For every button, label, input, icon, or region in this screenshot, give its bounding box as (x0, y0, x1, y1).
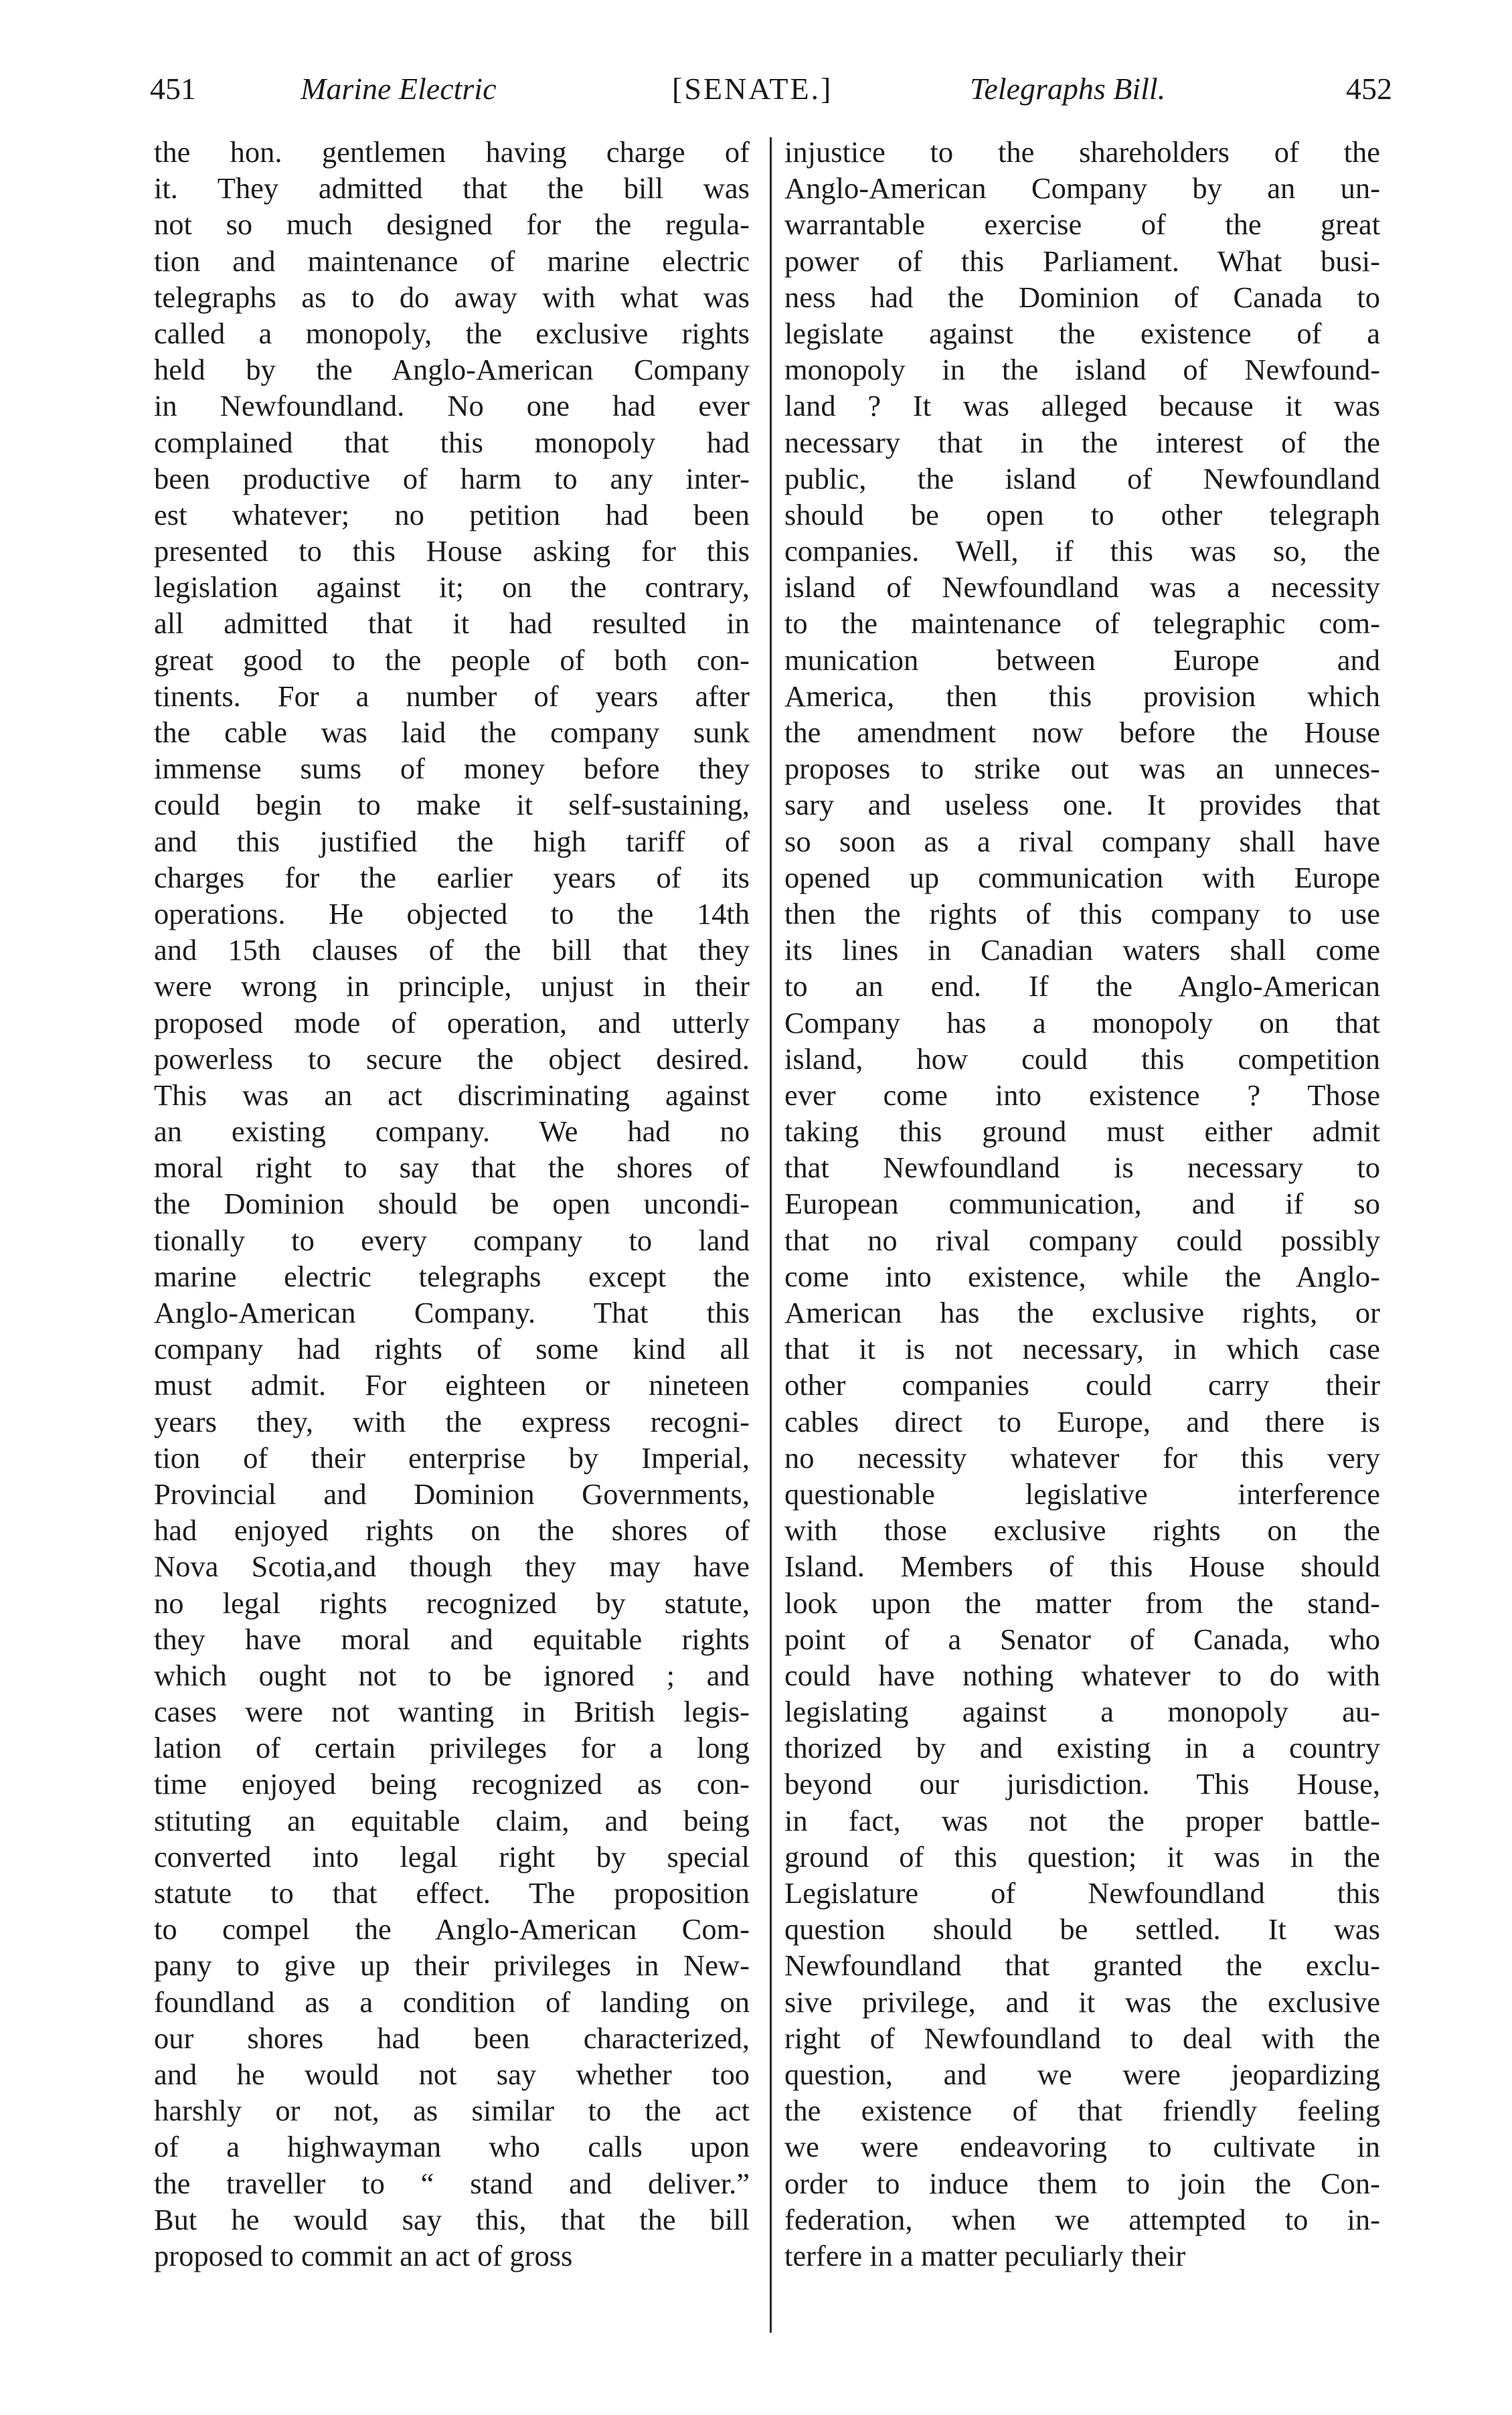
text-line: America, then this provision which (784, 679, 1380, 713)
text-line: immense sums of money before they (154, 752, 750, 786)
text-line: which ought not to be ignored ; and (154, 1658, 750, 1692)
text-line: legislate against the existence of a (784, 316, 1380, 350)
column-divider (770, 137, 772, 2333)
text-line: no necessity whatever for this very (784, 1440, 1380, 1475)
text-line: called a monopoly, the exclusive rights (154, 316, 750, 350)
text-line: tinents. For a number of years after (154, 679, 750, 713)
text-line: public, the island of Newfoundland (784, 461, 1380, 495)
text-line: necessary that in the interest of the (784, 425, 1380, 459)
text-line: Island. Members of this House should (784, 1550, 1380, 1584)
text-line: foundland as a condition of landing on (154, 1985, 750, 2019)
text-line: to compel the Anglo-American Com- (154, 1912, 750, 1946)
text-line: Newfoundland that granted the exclu- (784, 1948, 1380, 1983)
text-line: federation, when we attempted to in- (784, 2202, 1380, 2236)
text-line: Legislature of Newfoundland this (784, 1876, 1380, 1910)
right-running-title: Telegraphs Bill. (970, 72, 1166, 106)
text-line: cases were not wanting in British legis- (154, 1695, 750, 1729)
text-line: tion of their enterprise by Imperial, (154, 1440, 750, 1475)
text-line: in fact, was not the proper battle- (784, 1803, 1380, 1837)
text-line: the amendment now before the House (784, 716, 1380, 749)
text-line: question, and we were jeopardizing (784, 2057, 1380, 2091)
text-line: years they, with the express recogni- (154, 1404, 750, 1438)
text-line: thorized by and existing in a country (784, 1731, 1380, 1765)
text-line: But he would say this, that the bill (154, 2202, 750, 2236)
text-line: that it is not necessary, in which case (784, 1332, 1380, 1366)
text-line: right of Newfoundland to deal with the (784, 2021, 1380, 2055)
text-line: the hon. gentlemen having charge of (154, 135, 750, 169)
text-line: Nova Scotia,and though they may have (154, 1550, 750, 1584)
text-line: no legal rights recognized by statute, (154, 1586, 750, 1620)
text-line: come into existence, while the Anglo- (784, 1259, 1380, 1293)
text-line: opened up communication with Europe (784, 860, 1380, 894)
chamber-title: [SENATE.] (672, 72, 833, 106)
text-line: been productive of harm to any inter- (154, 461, 750, 495)
text-line: powerless to secure the object desired. (154, 1042, 750, 1076)
text-line: est whatever; no petition had been (154, 497, 750, 531)
text-line: marine electric telegraphs except the (154, 1259, 750, 1293)
text-line: its lines in Canadian waters shall come (784, 933, 1380, 967)
text-line: look upon the matter from the stand- (784, 1586, 1380, 1620)
text-line: ness had the Dominion of Canada to (784, 280, 1380, 314)
text-line: terfere in a matter peculiarly their (784, 2238, 1186, 2272)
left-text-column (154, 134, 750, 2274)
text-line: the traveller to “ stand and deliver.” (154, 2166, 750, 2200)
text-line: ground of this question; it was in the (784, 1839, 1380, 1873)
text-line: munication between Europe and (784, 643, 1380, 677)
text-line: other companies could carry their (784, 1368, 1380, 1402)
text-line: all admitted that it had resulted in (154, 606, 750, 641)
text-line: converted into legal right by special (154, 1839, 750, 1873)
text-line: legislating against a monopoly au- (784, 1695, 1380, 1729)
text-line: an existing company. We had no (154, 1114, 750, 1149)
text-line: operations. He objected to the 14th (154, 896, 750, 930)
text-line: Company has a monopoly on that (784, 1005, 1380, 1039)
text-line: complained that this monopoly had (154, 425, 750, 459)
text-line: the cable was laid the company sunk (154, 716, 750, 749)
text-line: beyond our jurisdiction. This House, (784, 1767, 1380, 1801)
text-line: proposed to commit an act of gross (154, 2238, 573, 2272)
text-line: stituting an equitable claim, and being (154, 1803, 750, 1837)
text-line: question should be settled. It was (784, 1912, 1380, 1946)
left-page-number: 451 (150, 72, 196, 106)
text-line: Anglo-American Company. That this (154, 1296, 750, 1329)
text-line: the Dominion should be open uncondi- (154, 1187, 750, 1221)
text-line: held by the Anglo-American Company (154, 353, 750, 387)
text-line: statute to that effect. The proposition (154, 1876, 750, 1910)
text-line: pany to give up their privileges in New- (154, 1948, 750, 1983)
text-line: could have nothing whatever to do with (784, 1658, 1380, 1692)
text-line: we were endeavoring to cultivate in (784, 2130, 1380, 2164)
text-line: they have moral and equitable rights (154, 1622, 750, 1656)
text-line: presented to this House asking for this (154, 534, 750, 568)
text-line: proposed mode of operation, and utterly (154, 1005, 750, 1039)
left-running-title: Marine Electric (301, 72, 497, 106)
text-line: our shores had been characterized, (154, 2021, 750, 2055)
text-line: This was an act discriminating against (154, 1078, 750, 1112)
text-line: not so much designed for the regula- (154, 207, 750, 242)
text-line: that Newfoundland is necessary to (784, 1151, 1380, 1185)
text-line: the existence of that friendly feeling (784, 2094, 1380, 2128)
text-line: to an end. If the Anglo-American (784, 969, 1380, 1003)
text-line: order to induce them to join the Con- (784, 2166, 1380, 2200)
right-page-number: 452 (1346, 72, 1392, 106)
text-line: legislation against it; on the contrary, (154, 570, 750, 604)
text-line: questionable legislative interference (784, 1477, 1380, 1511)
text-line: could begin to make it self-sustaining, (154, 788, 750, 822)
text-line: must admit. For eighteen or nineteen (154, 1368, 750, 1402)
text-line: telegraphs as to do away with what was (154, 280, 750, 314)
text-line: tion and maintenance of marine electric (154, 244, 750, 278)
text-line: point of a Senator of Canada, who (784, 1622, 1380, 1656)
text-line: so soon as a rival company shall have (784, 824, 1380, 858)
text-line: with those exclusive rights on the (784, 1513, 1380, 1548)
text-line: island of Newfoundland was a necessity (784, 570, 1380, 604)
text-line: and he would not say whether too (154, 2057, 750, 2091)
text-line: companies. Well, if this was so, the (784, 534, 1380, 568)
text-line: ever come into existence ? Those (784, 1078, 1380, 1112)
text-line: of a highwayman who calls upon (154, 2130, 750, 2164)
text-line: were wrong in principle, unjust in their (154, 969, 750, 1003)
text-line: American has the exclusive rights, or (784, 1296, 1380, 1329)
text-line: Provincial and Dominion Governments, (154, 1477, 750, 1511)
text-line: land ? It was alleged because it was (784, 389, 1380, 423)
text-line: power of this Parliament. What busi- (784, 244, 1380, 278)
text-line: warrantable exercise of the great (784, 207, 1380, 242)
text-line: and this justified the high tariff of (154, 824, 750, 858)
text-line: island, how could this competition (784, 1042, 1380, 1076)
text-line: taking this ground must either admit (784, 1114, 1380, 1149)
text-line: it. They admitted that the bill was (154, 171, 750, 205)
text-line: sive privilege, and it was the exclusive (784, 1985, 1380, 2019)
text-line: cables direct to Europe, and there is (784, 1404, 1380, 1438)
text-line: tionally to every company to land (154, 1223, 750, 1257)
text-line: harshly or not, as similar to the act (154, 2094, 750, 2128)
text-line: in Newfoundland. No one had ever (154, 389, 750, 423)
text-line: company had rights of some kind all (154, 1332, 750, 1366)
text-line: lation of certain privileges for a long (154, 1731, 750, 1765)
text-line: that no rival company could possibly (784, 1223, 1380, 1257)
text-line: Anglo-American Company by an un- (784, 171, 1380, 205)
text-line: European communication, and if so (784, 1187, 1380, 1221)
text-line: to the maintenance of telegraphic com- (784, 606, 1380, 641)
text-line: great good to the people of both con- (154, 643, 750, 677)
right-text-column (784, 134, 1380, 2274)
text-line: injustice to the shareholders of the (784, 135, 1380, 169)
text-line: time enjoyed being recognized as con- (154, 1767, 750, 1801)
text-line: monopoly in the island of Newfound- (784, 353, 1380, 387)
text-line: charges for the earlier years of its (154, 860, 750, 894)
text-line: and 15th clauses of the bill that they (154, 933, 750, 967)
text-line: moral right to say that the shores of (154, 1151, 750, 1185)
text-line: had enjoyed rights on the shores of (154, 1513, 750, 1548)
running-header (150, 66, 1392, 112)
text-line: then the rights of this company to use (784, 896, 1380, 930)
text-line: proposes to strike out was an unneces- (784, 752, 1380, 786)
text-line: should be open to other telegraph (784, 497, 1380, 531)
text-line: sary and useless one. It provides that (784, 788, 1380, 822)
